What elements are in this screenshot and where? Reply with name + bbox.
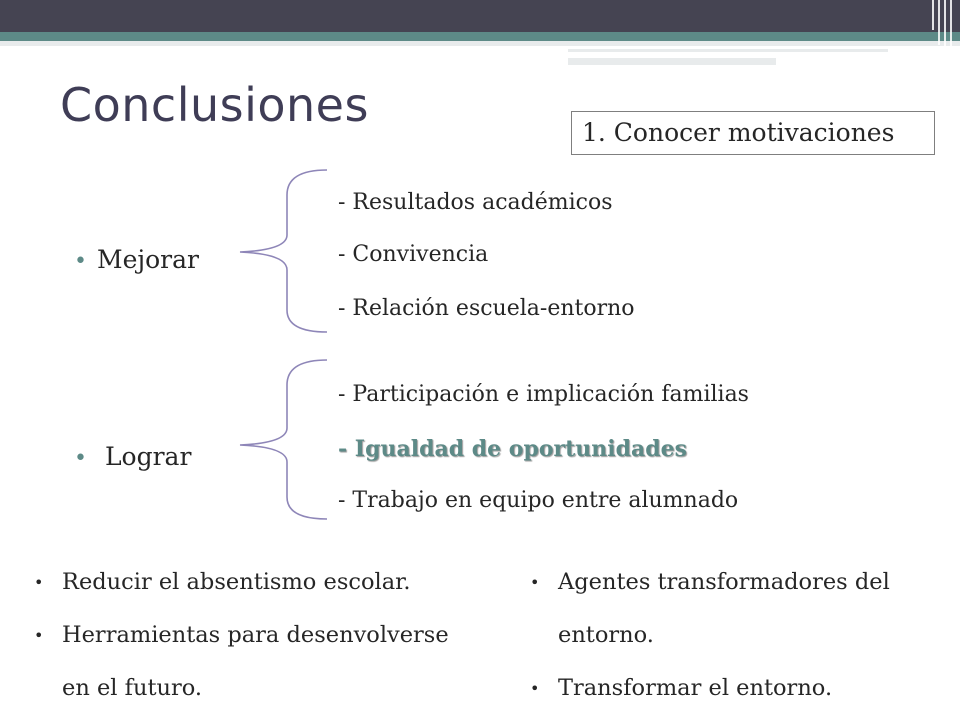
group-label: Lograr xyxy=(104,442,192,471)
bottom-left-list xyxy=(34,556,449,715)
list-item: - Convivencia xyxy=(338,242,489,267)
bullet-icon: • xyxy=(34,573,44,592)
list-item-continuation: entorno. xyxy=(558,622,654,648)
list-item: - Trabajo en equipo entre alumnado xyxy=(338,488,739,513)
list-item-continuation: en el futuro. xyxy=(62,675,203,701)
bullet-icon: • xyxy=(530,573,540,592)
bullet-icon: • xyxy=(530,679,540,698)
list-item: - Participación e implicación familias xyxy=(338,382,749,407)
bottom-right-list xyxy=(530,556,890,715)
list-item: • Agentes transformadores del xyxy=(530,556,890,609)
section-tag: 1. Conocer motivaciones xyxy=(571,111,935,155)
list-item: • Reducir el absentismo escolar. xyxy=(34,556,449,609)
list-item-highlighted: - Igualdad de oportunidades xyxy=(338,436,688,462)
list-item: - Resultados académicos xyxy=(338,190,613,215)
brace-icon xyxy=(240,360,327,519)
slide-title: Conclusiones xyxy=(60,78,369,132)
list-item: • Herramientas para desenvolverse xyxy=(34,609,449,662)
brace-icon xyxy=(240,170,327,332)
bullet-icon: • xyxy=(74,249,87,274)
list-item: - Relación escuela-entorno xyxy=(338,296,635,321)
bullet-icon: • xyxy=(34,626,44,645)
list-item: • Transformar el entorno. xyxy=(530,662,890,715)
group-label: Mejorar xyxy=(96,245,199,274)
bullet-icon: • xyxy=(74,446,87,471)
